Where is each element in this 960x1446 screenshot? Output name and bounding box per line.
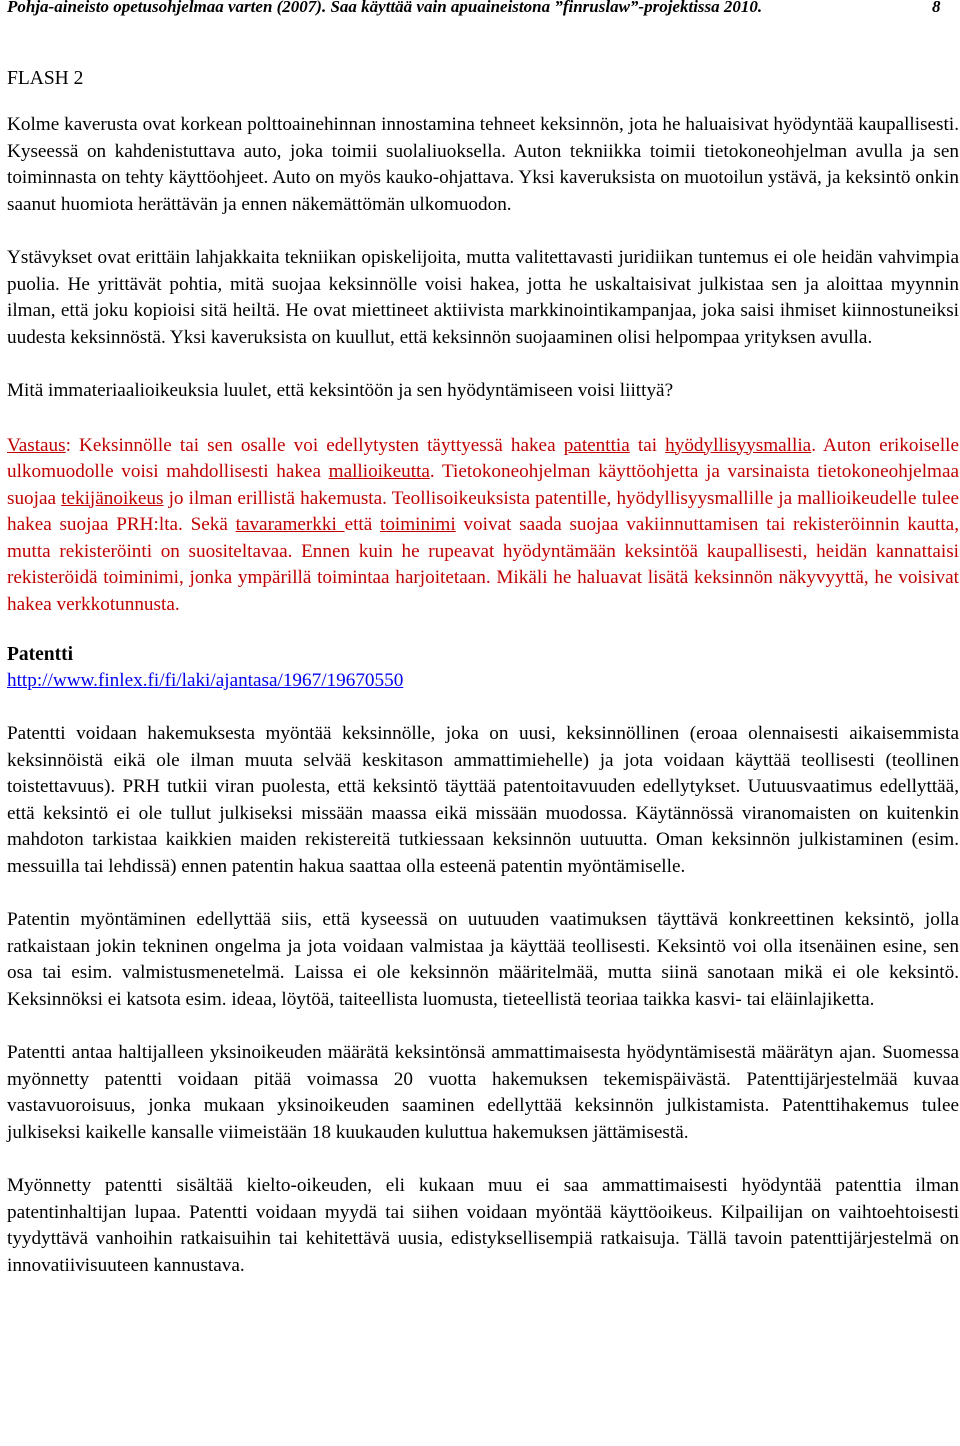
term-trade-name: toiminimi	[380, 514, 456, 535]
answer-label: Vastaus	[7, 434, 66, 456]
answer-paragraph	[7, 433, 959, 619]
answer-text: . Auton erikoiselle ulkomuodolle voisi mahdollisesti hakea	[7, 434, 960, 482]
term-utility-model: hyödyllisyysmallia	[665, 434, 812, 456]
answer-text: . Tietokoneohjelman käyttöohjetta ja varsinaista tietokoneohjelmaa suojaa	[7, 461, 959, 509]
page-header	[7, 0, 959, 16]
answer-text: voivat saada suojaa vakiinnuttamisen tai rekisteröinnin kautta, mutta rekisteröinti on suositeltavaa. Ennen kuin he rupeavat hyödyntämään keksintöä kaupallisesti, heidän kannattaisi rekisteröidä toiminimi, jonka ympärillä toimintaa harjoitetaan. Mikäli he haluavat lisätä keksinnön näkyvyyttä, he voisivat hakea verkkotunnusta.	[7, 514, 959, 615]
patent-paragraph-4: Myönnetty patentti sisältää kielto-oikeuden, eli kukaan muu ei saa ammattimaisesti hyödyntää patenttia ilman patentinhaltijan lupaa. Patentti voidaan myydä tai siihen voidaan myöntää käyttöoikeus. Kilpailijan on vaihtoehtoisesti tyydyttävä vanhoihin ratkaisuihin tai kehitettävä uusia, edistyksellisempiä ratkaisuja. Tällä tavoin patenttijärjestelmä on innovatiivisuuteen kannustava.	[7, 1175, 959, 1276]
term-trademark: tavaramerkki	[235, 514, 345, 535]
case-paragraph-1: Kolme kaverusta ovat korkean polttoainehinnan innostamina tehneet keksinnön, jota he haluaisivat hyödyntää kaupallisesti. Kyseessä on kahdenistuttava auto, joka toimii suolaliuoksella. Auton tekniikka toimii tietokoneohjelman avulla ja sen toiminnasta on tehty käyttöohjeet. Auto on myös kauko-ohjattava. Yksi kaveruksista on muotoilun ystävä, ja keksintö onkin saanut huomiota herättävän ja ennen näkemättömän ulkomuodon.	[7, 114, 959, 215]
term-patent: patenttia	[563, 434, 630, 456]
patent-heading: Patentti	[7, 644, 74, 665]
question-paragraph: Mitä immateriaalioikeuksia luulet, että keksintöön ja sen hyödyntämiseen voisi liittyä?	[7, 380, 674, 401]
page-number: 8	[932, 0, 941, 16]
header-text: Pohja-aineisto opetusohjelmaa varten (2007). Saa käyttää vain apuaineistona ”finruslaw”-projektissa 2010.	[7, 0, 763, 16]
answer-text: että	[344, 514, 380, 535]
answer-text: tai	[629, 434, 666, 456]
answer-text: jo ilman erillistä hakemusta. Teollisoikeuksista patentille, hyödyllisyysmallille ja mallioikeudelle tulee hakea suojaa PRH:lta. Sekä	[7, 487, 959, 535]
patent-paragraph-1: Patentti voidaan hakemuksesta myöntää keksinnölle, joka on uusi, keksinnöllinen (eroaa olennaisesti aikaisemmista keksinnöistä eikä ole ilman muuta selvää keskitason ammattimiehelle) ja jota voidaan käyttää teollisesti (teollinen toistettavuus). PRH tutkii viran puolesta, että keksintö täyttää patentoitavuuden edellytykset. Uutuusvaatimus edellyttää, että keksintö ei ole tullut julkiseksi missään maassa eikä missään muodossa. Käytännössä viranomaisten on kuitenkin mahdoton tarkistaa kaikkien maiden rekistereitä tutkiessaan keksinnön uutuutta. Oman keksinnön julkistaminen (esim. messuilla tai lehdissä) ennen patentin hakua saattaa olla esteenä patentin myöntämiselle.	[7, 723, 959, 877]
answer-text: : Keksinnölle tai sen osalle voi edellytysten täyttyessä hakea	[65, 434, 564, 456]
term-design-right: mallioikeutta	[328, 461, 430, 482]
finlex-link[interactable]: http://www.finlex.fi/fi/laki/ajantasa/1967/19670550	[7, 670, 404, 691]
patent-paragraph-2: Patentin myöntäminen edellyttää siis, että kyseessä on uutuuden vaatimuksen täyttävä konkreettinen keksintö, jolla ratkaistaan jokin tekninen ongelma ja jota voidaan valmistaa ja käyttää teollisesti. Keksintö voi olla itsenäinen esine, sen osa tai esim. valmistusmenetelmä. Laissa ei ole keksinnön määritelmää, mutta siinä sanotaan mikä ei ole keksintö. Keksinnöksi ei katsota esim. ideaa, löytöä, taiteellista luomusta, tieteellistä teoriaa taikka kasvi- tai eläinlajiketta.	[7, 909, 959, 1010]
term-copyright: tekijänoikeus	[61, 487, 164, 509]
document-page	[7, 0, 959, 1279]
case-paragraph-2: Ystävykset ovat erittäin lahjakkaita tekniikan opiskelijoita, mutta valitettavasti juridiikan tuntemus ei ole heidän vahvimpia puolia. He yrittävät pohtia, mitä suojaa keksinnölle voisi hakea, jotta he uskaltaisivat julkistaa sen ja aloittaa myynnin ilman, että joku kopioisi sitä heiltä. He ovat miettineet aktiivista markkinointikampanjaa, joka saisi ihmiset kiinnostuneiksi uudesta keksinnöstä. Yksi kaveruksista on kuullut, että keksinnön suojaaminen olisi helpompaa yrityksen avulla.	[7, 247, 959, 348]
section-title: FLASH 2	[7, 68, 84, 89]
patent-paragraph-3: Patentti antaa haltijalleen yksinoikeuden määrätä keksintönsä ammattimaisesta hyödyntämisestä määrätyn ajan. Suomessa myönnetty patentti voidaan pitää voimassa 20 vuotta hakemuksen tekemispäivästä. Patenttijärjestelmää kuvaa vastavuoroisuus, jonka mukaan yksinoikeuden saaminen edellyttää keksinnön julkistamista. Patenttihakemus tulee julkiseksi kaikelle kansalle viimeistään 18 kuukauden kuluttua hakemuksen jättämisestä.	[7, 1042, 959, 1143]
